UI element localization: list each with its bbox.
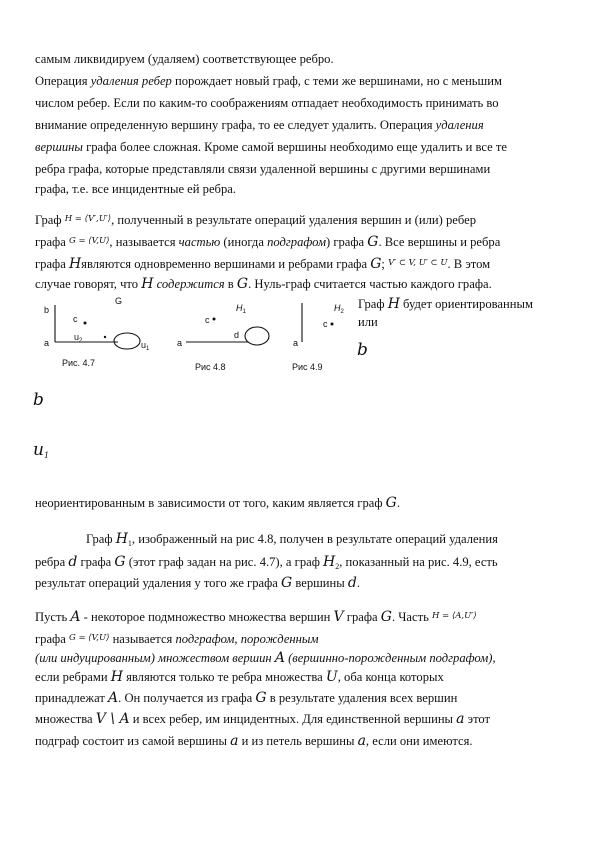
vertex-label-b: b [44,305,50,315]
text-line: ребра d графа G (этот граф задан на рис. 4.7), а граф $H_2$, показанный на рис. 4.9, есть [35,554,498,571]
vertex-dot-d [104,336,106,338]
text-line: Операция удаления ребер порождает новый граф, с теми же вершинами, но с меньшим [35,74,502,88]
text-line: вершины графа более сложная. Кроме самой вершины необходимо еще удалить и все те [35,140,507,154]
vertex-label-c: c [323,319,328,329]
graph-label-h2: $H_2$ [334,303,344,315]
figure-caption: Рис 4.9 [292,362,323,372]
figure-4-7 [55,305,140,349]
text-line: подграф состоит из самой вершины a и из петель вершины a, если они имеются. [35,733,473,749]
vertex-label-a: a [177,338,183,348]
text-line: самым ликвидируем (удаляем) соответствующее ребро. [35,52,334,66]
vertex-label-c: c [205,315,210,325]
text-line: ребра графа, которые представляли связи удаленной вершины с другими вершинами [35,162,491,176]
text-line: Пусть A - некоторое подмножество множества вершин V графа G. Часть $^{H = ⟨A,U'⟩}$ [35,609,477,625]
loop [245,327,269,345]
graph-label-h1: $H_1$ [236,303,246,315]
vertex-dot-c [331,323,334,326]
text-line: внимание определенную вершину графа, то ее следует удалить. Операция удаления [35,118,484,132]
text-line: Граф H будет ориентированным [358,296,533,312]
vertex-label-c: c [73,314,78,324]
vertex-label-a: a [44,338,50,348]
graph-label-g: G [115,296,123,306]
text-line: принадлежат A. Он получается из графа G в результате удаления всех вершин [35,690,458,706]
math-symbol-u1: $u_1$ [33,440,50,460]
vertex-dot-c [84,322,87,325]
edge-label-u1: $u_1$ [141,340,150,352]
loop-u1 [114,333,140,349]
figure-caption: Рис. 4.7 [62,358,96,368]
edge-label-u2: $u_2$ [74,332,83,344]
text-line: Граф $H_1$, изображенный на рис 4.8, получен в результате операций удаления [86,531,498,548]
text-line: графа $^{G = ⟨V,U⟩}$ называется подграфом, порожденным [35,632,319,646]
text-line: числом ребер. Если по каким-то соображениям отпадает необходимость принимать во [35,96,499,110]
text-line: Граф $^{H = ⟨V',U'⟩}$, полученный в результате операций удаления вершин и (или) ребер [35,213,476,227]
vertex-label-a: a [293,338,299,348]
math-symbol-b: b [33,390,44,410]
vertex-label-d: d [234,330,240,340]
text-line: (или индуцированным) множеством вершин A (вершинно-порожденным подграфом), [35,650,496,666]
text-line: графа $^{G = ⟨V,U⟩}$, называется частью (иногда подграфом) графа G. Все вершины и ребра [35,234,501,250]
text-line: результат операций удаления у того же графа G вершины d. [35,575,361,591]
text-line: неориентированным в зависимости от того, каким является граф G. [35,495,400,511]
figure-caption: Рис 4.8 [195,362,226,372]
text-line: графа Hявляются одновременно вершинами и ребрами графа G; $^{V' \subset V, U' \subset U}$. В этом [35,256,491,272]
text-line: множества V \ A и всех ребер, им инцидентных. Для единственной вершины a этот [35,711,491,727]
text-line: случае говорят, что H содержится в G. Нуль-граф считается частью каждого графа. [35,276,492,292]
vertex-dot-c [213,318,216,321]
text-line: графа, т.е. все инцидентные ей ребра. [35,182,236,196]
figure-4-8 [186,327,269,345]
math-symbol-b: b [357,340,368,360]
text-line: или [358,315,378,329]
text-line: если ребрами H являются только те ребра множества U, оба конца которых [35,669,444,685]
